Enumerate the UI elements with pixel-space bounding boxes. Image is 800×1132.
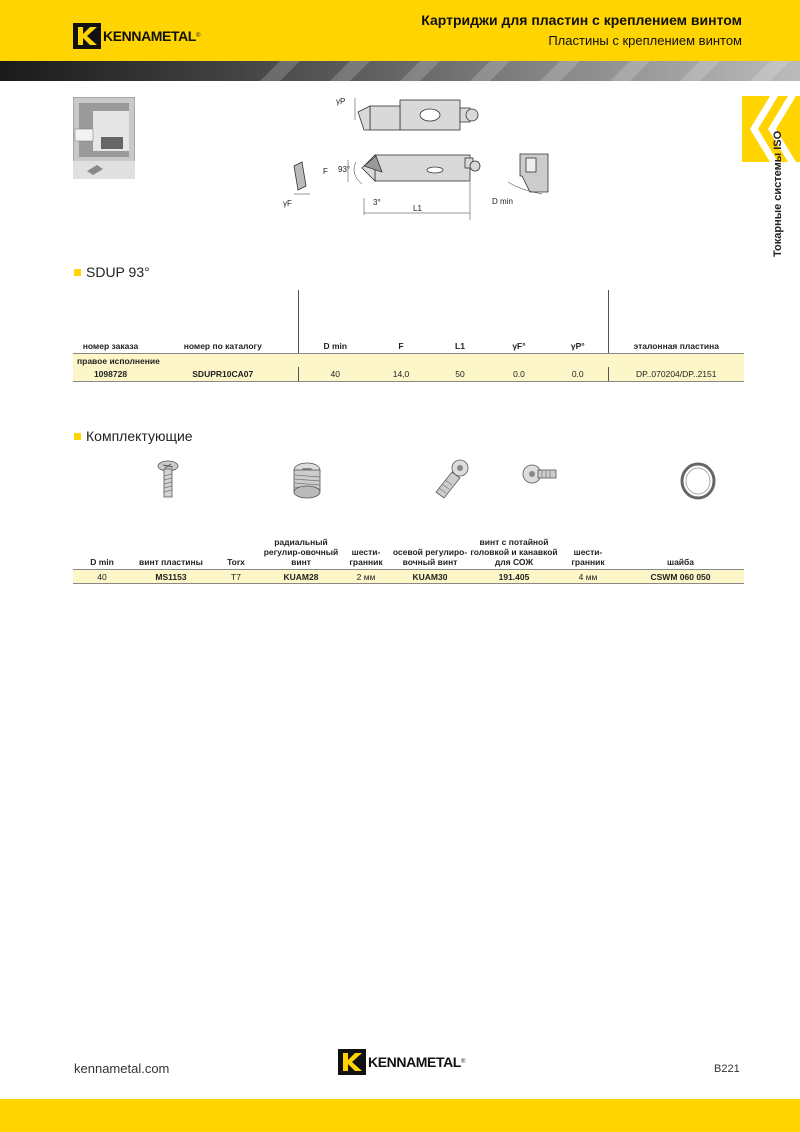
section-title-sdup: SDUP 93° [74, 264, 150, 280]
footer-kennametal-logo[interactable]: KENNAMETAL ® [338, 1048, 465, 1076]
header-catalog-number: номер по каталогу [148, 290, 298, 354]
header-acc-dmin: D min [73, 508, 131, 570]
axial-adjusting-screw-icon [432, 458, 472, 504]
footer-url-link[interactable]: kennametal.com [74, 1061, 170, 1076]
cell-gamma-f: 0.0 [490, 367, 548, 382]
cell-reference-insert[interactable]: DP..070204/DP..2151 [608, 367, 744, 382]
header-gamma-f: γF° [490, 290, 548, 354]
gamma-f-label: γF [283, 199, 292, 208]
washer-icon [678, 458, 718, 504]
header-washer: шайба [617, 508, 744, 570]
cartridge-application-thumbnail [73, 97, 135, 179]
cell-catalog[interactable]: SDUPR10CA07 [148, 367, 298, 382]
header-insert-screw: винт пластины [131, 508, 211, 570]
f-label: F [323, 167, 328, 176]
side-tab-label: Токарные системы ISO [772, 130, 784, 257]
l1-label: L1 [413, 204, 422, 213]
section-tab-chevrons [742, 96, 800, 162]
section-title-accessories: Комплектующие [74, 428, 193, 444]
header-axial-screw: осевой регулиро-вочный винт [391, 508, 469, 570]
group-label: правое исполнение [73, 354, 744, 368]
gamma-p-label: γP [336, 97, 346, 106]
header-l1: L1 [430, 290, 490, 354]
header-radial-screw: радиальный регулир-овочный винт [261, 508, 341, 570]
cell-coolant-screw[interactable]: 191.405 [469, 570, 559, 584]
cell-order[interactable]: 1098728 [73, 367, 148, 382]
header-hex-key-1: шести-гранник [341, 508, 391, 570]
cell-gamma-p: 0.0 [548, 367, 608, 382]
cell-axial-screw[interactable]: KUAM30 [391, 570, 469, 584]
cell-insert-screw[interactable]: MS1153 [131, 570, 211, 584]
header-torx: Torx [211, 508, 261, 570]
cell-radial-screw[interactable]: KUAM28 [261, 570, 341, 584]
accessories-table [73, 508, 744, 584]
yellow-square-icon [74, 269, 81, 276]
kennametal-k-icon [73, 23, 101, 49]
three-degree-label: 3° [373, 198, 381, 207]
coolant-screw-icon [520, 458, 560, 504]
product-table [73, 290, 744, 382]
yellow-square-icon [74, 433, 81, 440]
header-order-number: номер заказа [73, 290, 148, 354]
header-gamma-p: γP° [548, 290, 608, 354]
header-stripe [0, 61, 800, 81]
radial-adjusting-screw-icon [287, 458, 327, 504]
page-number: B221 [714, 1063, 740, 1075]
insert-screw-icon [148, 458, 188, 504]
cell-hex-key-2: 4 мм [559, 570, 617, 584]
page-subtitle: Пластины с креплением винтом [548, 33, 742, 48]
table-row [73, 367, 744, 382]
kennametal-logo[interactable]: KENNAMETAL ® [73, 22, 200, 50]
logo-wordmark: KENNAMETAL [103, 28, 196, 44]
header-dmin: D min [298, 290, 372, 354]
kennametal-k-icon [338, 1049, 366, 1075]
cell-hex-key-1: 2 мм [341, 570, 391, 584]
header-coolant-screw: винт с потайной головкой и канавкой для СОЖ [469, 508, 559, 570]
footer-bar [0, 1099, 800, 1132]
angle-label: 93° [338, 165, 351, 174]
cell-f: 14,0 [372, 367, 430, 382]
cell-dmin: 40 [298, 367, 372, 382]
header-reference-insert: эталонная пластина [608, 290, 744, 354]
header-f: F [372, 290, 430, 354]
cell-washer[interactable]: CSWM 060 050 [617, 570, 744, 584]
table-row [73, 570, 744, 584]
header-hex-key-2: шести-гранник [559, 508, 617, 570]
page-title: Картриджи для пластин с креплением винтом [421, 12, 742, 28]
logo-wordmark: KENNAMETAL [368, 1054, 461, 1070]
cell-torx: T7 [211, 570, 261, 584]
cell-l1: 50 [430, 367, 490, 382]
cartridge-dimension-drawing [280, 90, 550, 230]
cell-acc-dmin: 40 [73, 570, 131, 584]
dmin-label: D min [492, 197, 513, 206]
